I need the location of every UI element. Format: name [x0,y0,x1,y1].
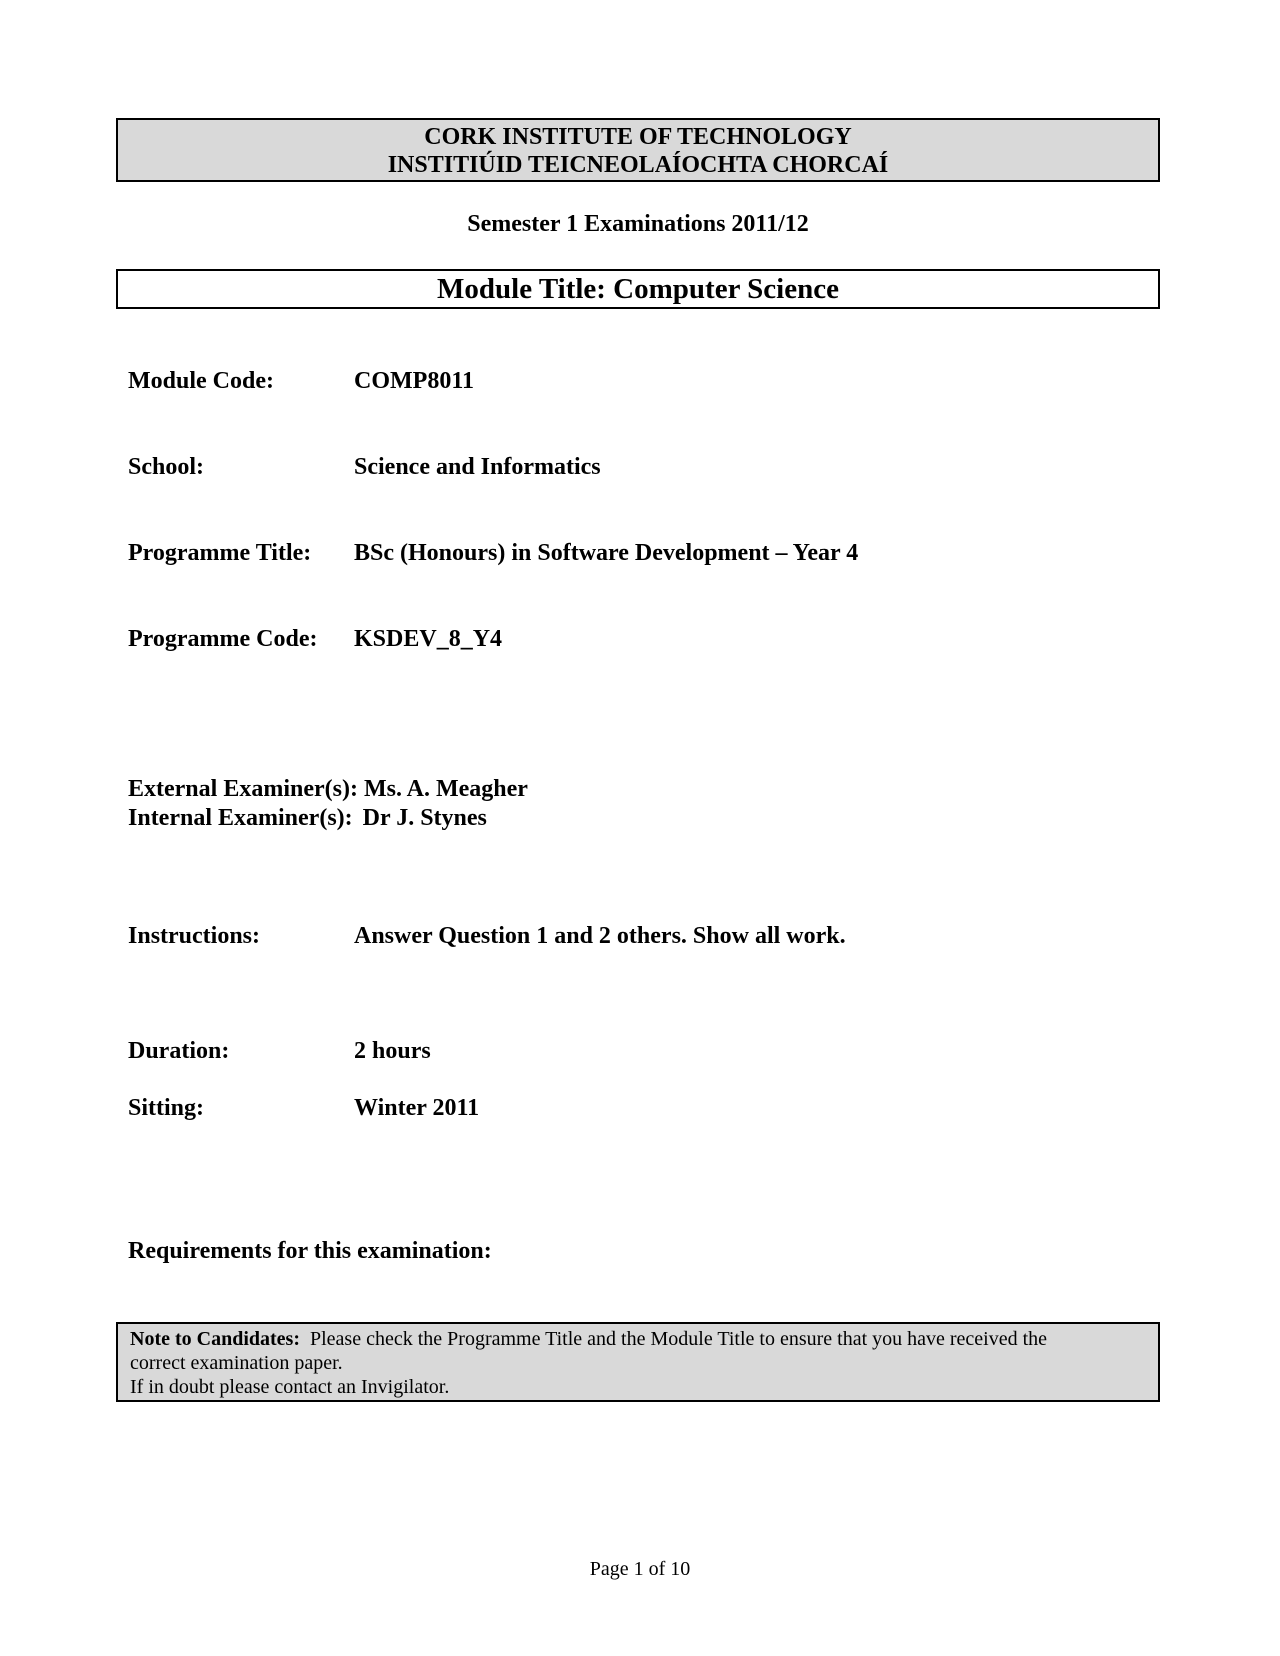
duration-value: 2 hours [354,1038,431,1064]
internal-examiner-label: Internal Examiner(s): [128,805,353,831]
module-code-label: Module Code: [128,368,274,394]
institute-name-english: CORK INSTITUTE OF TECHNOLOGY [424,124,852,150]
internal-examiner-value: Dr J. Stynes [362,805,487,831]
note-to-candidates-box [116,1322,1160,1402]
module-code-value: COMP8011 [354,368,474,394]
programme-code-value: KSDEV_8_Y4 [354,626,503,652]
instructions-value: Answer Question 1 and 2 others. Show all work. [354,923,846,949]
note-line-1 [130,1327,1146,1351]
school-value: Science and Informatics [354,454,601,480]
sitting-value: Winter 2011 [354,1095,480,1121]
module-title: Module Title: Computer Science [116,269,1160,309]
semester-heading: Semester 1 Examinations 2011/12 [467,211,809,237]
external-examiner-label: External Examiner(s): [128,776,358,802]
programme-title-label: Programme Title: [128,540,312,566]
duration-label: Duration: [128,1038,230,1064]
institute-name-irish: INSTITIÚID TEICNEOLAÍOCHTA CHORCAÍ [387,152,889,178]
external-examiner-line [128,775,528,803]
school-label: School: [128,454,205,480]
external-examiner-value: Ms. A. Meagher [363,776,528,802]
requirements-heading: Requirements for this examination: [128,1238,492,1264]
institute-header-box [116,118,1160,182]
programme-code-label: Programme Code: [128,626,318,652]
programme-title-value: BSc (Honours) in Software Development – Year 4 [354,540,859,566]
sitting-label: Sitting: [128,1095,205,1121]
note-line-2: correct examination paper. [130,1352,343,1374]
instructions-label: Instructions: [128,923,261,949]
internal-examiner-line [128,804,487,832]
page-number: Page 1 of 10 [589,1558,691,1580]
note-label: Note to Candidates: [130,1328,300,1350]
note-line-3: If in doubt please contact an Invigilator. [130,1376,450,1398]
note-text-1: Please check the Programme Title and the Module Title to ensure that you have received the [310,1328,1048,1350]
